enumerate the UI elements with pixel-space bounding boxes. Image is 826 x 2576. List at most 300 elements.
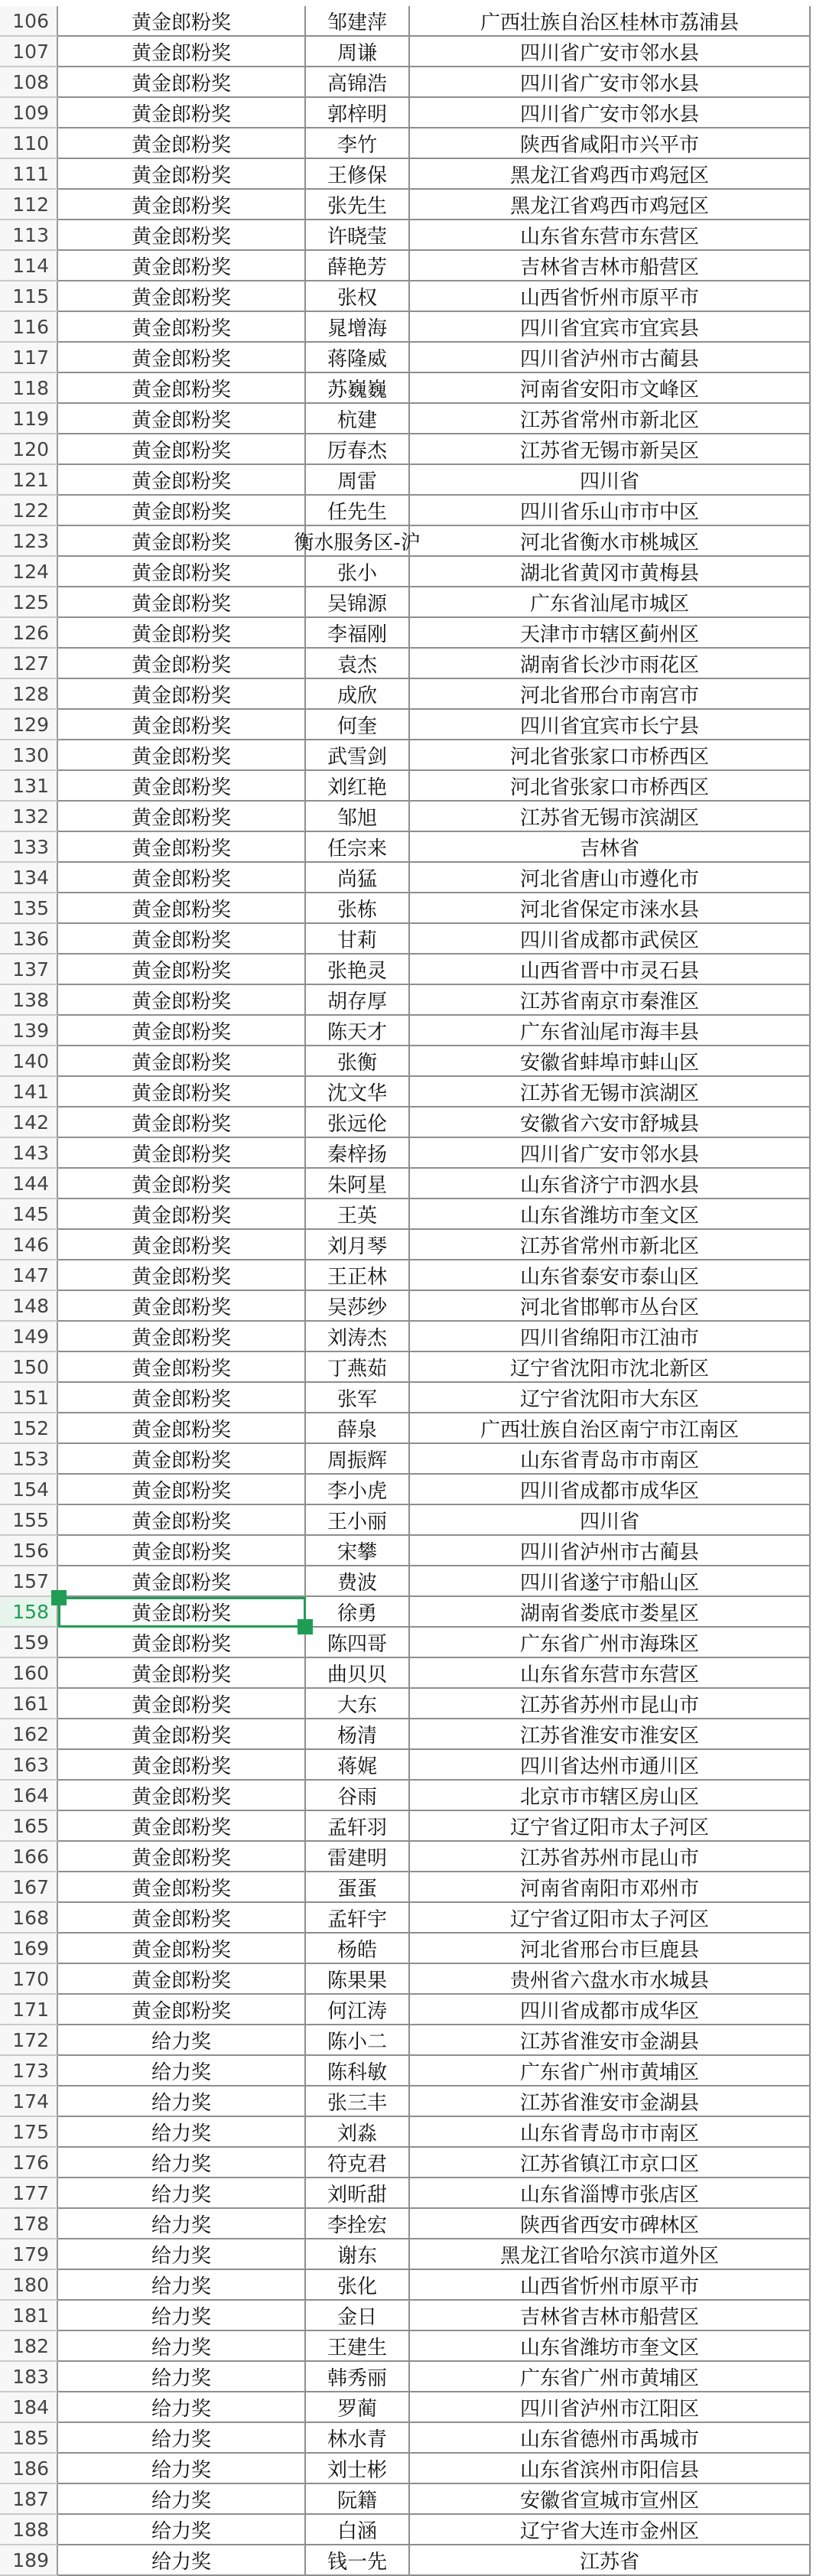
table-row[interactable]	[0, 1413, 826, 1444]
table-row[interactable]	[0, 893, 826, 924]
address-cell[interactable]: 山西省忻州市原平市	[410, 281, 811, 312]
award-cell[interactable]: 黄金郎粉奖	[58, 190, 306, 220]
name-cell[interactable]: 张小	[306, 557, 410, 587]
name-cell[interactable]: 许晓莹	[306, 220, 410, 251]
award-cell[interactable]: 黄金郎粉奖	[58, 1291, 306, 1322]
name-cell[interactable]: 王建生	[306, 2331, 410, 2362]
name-cell[interactable]: 李竹	[306, 128, 410, 159]
name-cell[interactable]: 刘昕甜	[306, 2178, 410, 2209]
row-number-header[interactable]: 173	[0, 2056, 58, 2086]
name-cell[interactable]: 李福刚	[306, 618, 410, 649]
address-cell[interactable]: 四川省成都市武侯区	[410, 924, 811, 955]
address-cell[interactable]: 山东省潍坊市奎文区	[410, 1199, 811, 1230]
name-cell[interactable]: 成欣	[306, 679, 410, 710]
address-cell[interactable]: 江苏省镇江市京口区	[410, 2148, 811, 2178]
row-number-header[interactable]: 154	[0, 1475, 58, 1505]
table-row[interactable]	[0, 2362, 826, 2392]
address-cell[interactable]: 四川省泸州市古蔺县	[410, 343, 811, 373]
name-cell[interactable]: 陈果果	[306, 1964, 410, 1995]
table-row[interactable]	[0, 1719, 826, 1750]
table-row[interactable]	[0, 465, 826, 496]
row-number-header[interactable]: 157	[0, 1566, 58, 1597]
row-number-header[interactable]: 139	[0, 1016, 58, 1046]
address-cell[interactable]: 湖北省黄冈市黄梅县	[410, 557, 811, 587]
row-number-header[interactable]: 165	[0, 1811, 58, 1842]
table-row[interactable]	[0, 557, 826, 587]
row-number-header[interactable]: 124	[0, 557, 58, 587]
row-number-header[interactable]: 132	[0, 802, 58, 832]
row-number-header[interactable]: 134	[0, 863, 58, 893]
address-cell[interactable]: 河南省南阳市邓州市	[410, 1872, 811, 1903]
name-cell[interactable]: 陈天才	[306, 1016, 410, 1046]
row-number-header[interactable]: 171	[0, 1995, 58, 2025]
award-cell[interactable]: 黄金郎粉奖	[58, 955, 306, 985]
row-number-header[interactable]: 175	[0, 2117, 58, 2148]
name-cell[interactable]: 刘月琴	[306, 1230, 410, 1260]
award-cell[interactable]: 黄金郎粉奖	[58, 1934, 306, 1964]
table-row[interactable]	[0, 1842, 826, 1872]
name-cell[interactable]: 周雷	[306, 465, 410, 496]
row-number-header[interactable]: 115	[0, 281, 58, 312]
row-number-header[interactable]: 137	[0, 955, 58, 985]
address-cell[interactable]: 广东省汕尾市城区	[410, 587, 811, 618]
table-row[interactable]	[0, 740, 826, 771]
name-cell[interactable]: 金日	[306, 2301, 410, 2331]
table-row[interactable]	[0, 251, 826, 281]
award-cell[interactable]: 给力奖	[58, 2545, 306, 2576]
award-cell[interactable]: 黄金郎粉奖	[58, 1322, 306, 1352]
award-cell[interactable]: 黄金郎粉奖	[58, 6, 306, 37]
table-row[interactable]	[0, 1750, 826, 1781]
row-number-header[interactable]: 177	[0, 2178, 58, 2209]
table-row[interactable]	[0, 1138, 826, 1169]
table-row[interactable]	[0, 1444, 826, 1475]
award-cell[interactable]: 黄金郎粉奖	[58, 710, 306, 740]
table-row[interactable]	[0, 1964, 826, 1995]
row-number-header[interactable]: 143	[0, 1138, 58, 1169]
name-cell[interactable]: 秦梓扬	[306, 1138, 410, 1169]
award-cell[interactable]: 黄金郎粉奖	[58, 496, 306, 526]
award-cell[interactable]: 给力奖	[58, 2148, 306, 2178]
address-cell[interactable]: 陕西省西安市碑林区	[410, 2209, 811, 2239]
name-cell[interactable]: 张军	[306, 1383, 410, 1413]
award-cell[interactable]: 黄金郎粉奖	[58, 1566, 306, 1597]
award-cell[interactable]: 黄金郎粉奖	[58, 893, 306, 924]
address-cell[interactable]: 河北省张家口市桥西区	[410, 740, 811, 771]
name-cell[interactable]: 蒋娓	[306, 1750, 410, 1781]
award-cell[interactable]: 黄金郎粉奖	[58, 1628, 306, 1658]
award-cell[interactable]: 黄金郎粉奖	[58, 1107, 306, 1138]
address-cell[interactable]: 江苏省淮安市金湖县	[410, 2086, 811, 2117]
address-cell[interactable]: 山东省东营市东营区	[410, 1658, 811, 1689]
row-number-header[interactable]: 108	[0, 67, 58, 98]
award-cell[interactable]: 黄金郎粉奖	[58, 1658, 306, 1689]
award-cell[interactable]: 黄金郎粉奖	[58, 1138, 306, 1169]
address-cell[interactable]: 陕西省咸阳市兴平市	[410, 128, 811, 159]
name-cell[interactable]: 大东	[306, 1689, 410, 1719]
table-row[interactable]	[0, 2117, 826, 2148]
address-cell[interactable]: 四川省广安市邻水县	[410, 67, 811, 98]
row-number-header[interactable]: 161	[0, 1689, 58, 1719]
row-number-header[interactable]: 152	[0, 1413, 58, 1444]
name-cell[interactable]: 宋攀	[306, 1536, 410, 1566]
address-cell[interactable]: 天津市市辖区蓟州区	[410, 618, 811, 649]
table-row[interactable]	[0, 37, 826, 67]
address-cell[interactable]: 山东省泰安市泰山区	[410, 1260, 811, 1291]
row-number-header[interactable]: 186	[0, 2454, 58, 2484]
name-cell[interactable]: 费波	[306, 1566, 410, 1597]
award-cell[interactable]: 黄金郎粉奖	[58, 1505, 306, 1536]
address-cell[interactable]: 山东省德州市禹城市	[410, 2423, 811, 2454]
address-cell[interactable]: 北京市市辖区房山区	[410, 1781, 811, 1811]
name-cell[interactable]: 蒋隆威	[306, 343, 410, 373]
table-row[interactable]	[0, 1107, 826, 1138]
award-cell[interactable]: 黄金郎粉奖	[58, 1444, 306, 1475]
award-cell[interactable]: 黄金郎粉奖	[58, 1811, 306, 1842]
address-cell[interactable]: 江苏省苏州市昆山市	[410, 1689, 811, 1719]
name-cell[interactable]: 刘士彬	[306, 2454, 410, 2484]
award-cell[interactable]: 黄金郎粉奖	[58, 649, 306, 679]
row-number-header[interactable]: 110	[0, 128, 58, 159]
table-row[interactable]	[0, 2454, 826, 2484]
award-cell[interactable]: 黄金郎粉奖	[58, 373, 306, 404]
table-row[interactable]	[0, 1016, 826, 1046]
award-cell[interactable]: 黄金郎粉奖	[58, 1536, 306, 1566]
name-cell[interactable]: 何奎	[306, 710, 410, 740]
row-number-header[interactable]: 163	[0, 1750, 58, 1781]
award-cell[interactable]: 黄金郎粉奖	[58, 1781, 306, 1811]
name-cell[interactable]: 尚猛	[306, 863, 410, 893]
address-cell[interactable]: 山东省淄博市张店区	[410, 2178, 811, 2209]
name-cell[interactable]: 白涵	[306, 2515, 410, 2545]
row-number-header[interactable]: 149	[0, 1322, 58, 1352]
row-number-header[interactable]: 176	[0, 2148, 58, 2178]
row-number-header[interactable]: 120	[0, 434, 58, 465]
address-cell[interactable]: 河北省唐山市遵化市	[410, 863, 811, 893]
row-number-header[interactable]: 136	[0, 924, 58, 955]
address-cell[interactable]: 四川省乐山市市中区	[410, 496, 811, 526]
table-row[interactable]	[0, 159, 826, 190]
row-number-header[interactable]: 172	[0, 2025, 58, 2056]
address-cell[interactable]: 广东省广州市海珠区	[410, 1628, 811, 1658]
row-number-header[interactable]: 155	[0, 1505, 58, 1536]
row-number-header[interactable]: 188	[0, 2515, 58, 2545]
name-cell[interactable]: 罗蔺	[306, 2392, 410, 2423]
table-row[interactable]	[0, 2270, 826, 2301]
name-cell[interactable]: 孟轩羽	[306, 1811, 410, 1842]
row-number-header[interactable]: 169	[0, 1934, 58, 1964]
table-row[interactable]	[0, 2239, 826, 2270]
table-row[interactable]	[0, 2086, 826, 2117]
name-cell[interactable]: 李拴宏	[306, 2209, 410, 2239]
award-cell[interactable]: 黄金郎粉奖	[58, 740, 306, 771]
address-cell[interactable]: 山东省滨州市阳信县	[410, 2454, 811, 2484]
award-cell[interactable]: 黄金郎粉奖	[58, 1352, 306, 1383]
award-cell[interactable]: 黄金郎粉奖	[58, 1903, 306, 1934]
row-number-header[interactable]: 112	[0, 190, 58, 220]
address-cell[interactable]: 江苏省淮安市金湖县	[410, 2025, 811, 2056]
row-number-header[interactable]: 145	[0, 1199, 58, 1230]
name-cell[interactable]: 刘涛杰	[306, 1322, 410, 1352]
table-row[interactable]	[0, 1322, 826, 1352]
row-number-header[interactable]: 141	[0, 1077, 58, 1107]
award-cell[interactable]: 给力奖	[58, 2178, 306, 2209]
table-row[interactable]	[0, 1689, 826, 1719]
name-cell[interactable]: 邹建萍	[306, 6, 410, 37]
table-row[interactable]	[0, 2545, 826, 2576]
table-row[interactable]	[0, 710, 826, 740]
row-number-header[interactable]: 168	[0, 1903, 58, 1934]
address-cell[interactable]: 贵州省六盘水市水城县	[410, 1964, 811, 1995]
address-cell[interactable]: 江苏省南京市秦淮区	[410, 985, 811, 1016]
name-cell[interactable]: 蛋蛋	[306, 1872, 410, 1903]
award-cell[interactable]: 黄金郎粉奖	[58, 1199, 306, 1230]
row-number-header[interactable]: 125	[0, 587, 58, 618]
address-cell[interactable]: 河北省邢台市巨鹿县	[410, 1934, 811, 1964]
row-number-header[interactable]: 119	[0, 404, 58, 434]
address-cell[interactable]: 四川省	[410, 1505, 811, 1536]
address-cell[interactable]: 山东省青岛市市南区	[410, 2117, 811, 2148]
award-cell[interactable]: 黄金郎粉奖	[58, 985, 306, 1016]
name-cell[interactable]: 谷雨	[306, 1781, 410, 1811]
table-row[interactable]	[0, 2056, 826, 2086]
address-cell[interactable]: 四川省达州市通川区	[410, 1750, 811, 1781]
table-row[interactable]	[0, 312, 826, 343]
award-cell[interactable]: 黄金郎粉奖	[58, 679, 306, 710]
name-cell[interactable]: 沈文华	[306, 1077, 410, 1107]
table-row[interactable]	[0, 618, 826, 649]
table-row[interactable]	[0, 1566, 826, 1597]
award-cell[interactable]: 给力奖	[58, 2362, 306, 2392]
award-cell[interactable]: 黄金郎粉奖	[58, 465, 306, 496]
table-row[interactable]	[0, 1260, 826, 1291]
row-number-header[interactable]: 126	[0, 618, 58, 649]
row-number-header[interactable]: 127	[0, 649, 58, 679]
name-cell[interactable]: 刘淼	[306, 2117, 410, 2148]
address-cell[interactable]: 四川省广安市邻水县	[410, 98, 811, 128]
row-number-header[interactable]: 118	[0, 373, 58, 404]
name-cell[interactable]: 薛艳芳	[306, 251, 410, 281]
table-row[interactable]	[0, 2209, 826, 2239]
table-row[interactable]	[0, 1781, 826, 1811]
table-row[interactable]	[0, 1628, 826, 1658]
row-number-header[interactable]: 144	[0, 1169, 58, 1199]
award-cell[interactable]: 给力奖	[58, 2056, 306, 2086]
address-cell[interactable]: 江苏省苏州市昆山市	[410, 1842, 811, 1872]
table-row[interactable]	[0, 1046, 826, 1077]
row-number-header[interactable]: 109	[0, 98, 58, 128]
row-number-header[interactable]: 167	[0, 1872, 58, 1903]
table-row[interactable]	[0, 1995, 826, 2025]
address-cell[interactable]: 辽宁省大连市金州区	[410, 2515, 811, 2545]
table-row[interactable]	[0, 1475, 826, 1505]
award-cell[interactable]: 黄金郎粉奖	[58, 1230, 306, 1260]
address-cell[interactable]: 四川省宜宾市长宁县	[410, 710, 811, 740]
table-row[interactable]	[0, 955, 826, 985]
row-number-header[interactable]: 128	[0, 679, 58, 710]
award-cell[interactable]: 黄金郎粉奖	[58, 1016, 306, 1046]
name-cell[interactable]: 高锦浩	[306, 67, 410, 98]
name-cell[interactable]: 晁增海	[306, 312, 410, 343]
address-cell[interactable]: 辽宁省辽阳市太子河区	[410, 1811, 811, 1842]
address-cell[interactable]: 广西壮族自治区南宁市江南区	[410, 1413, 811, 1444]
address-cell[interactable]: 黑龙江省鸡西市鸡冠区	[410, 159, 811, 190]
name-cell[interactable]: 张栋	[306, 893, 410, 924]
table-row[interactable]	[0, 1903, 826, 1934]
award-cell[interactable]: 黄金郎粉奖	[58, 1260, 306, 1291]
award-cell[interactable]: 给力奖	[58, 2086, 306, 2117]
address-cell[interactable]: 河北省保定市涞水县	[410, 893, 811, 924]
row-number-header[interactable]: 178	[0, 2209, 58, 2239]
name-cell[interactable]: 符克君	[306, 2148, 410, 2178]
award-cell[interactable]: 黄金郎粉奖	[58, 924, 306, 955]
table-row[interactable]	[0, 1811, 826, 1842]
name-cell[interactable]: 王英	[306, 1199, 410, 1230]
address-cell[interactable]: 江苏省	[410, 2545, 811, 2576]
award-cell[interactable]: 黄金郎粉奖	[58, 1995, 306, 2025]
address-cell[interactable]: 辽宁省沈阳市大东区	[410, 1383, 811, 1413]
row-number-header[interactable]: 181	[0, 2301, 58, 2331]
table-row[interactable]	[0, 2301, 826, 2331]
row-number-header[interactable]: 130	[0, 740, 58, 771]
table-row[interactable]	[0, 128, 826, 159]
award-cell[interactable]: 给力奖	[58, 2515, 306, 2545]
address-cell[interactable]: 广东省广州市黄埔区	[410, 2056, 811, 2086]
table-row[interactable]	[0, 373, 826, 404]
table-row[interactable]	[0, 679, 826, 710]
award-cell[interactable]: 黄金郎粉奖	[58, 1169, 306, 1199]
row-number-header[interactable]: 184	[0, 2392, 58, 2423]
name-cell[interactable]: 阮籍	[306, 2484, 410, 2515]
row-number-header[interactable]: 187	[0, 2484, 58, 2515]
row-number-header[interactable]: 106	[0, 6, 58, 37]
row-number-header[interactable]: 131	[0, 771, 58, 802]
name-cell[interactable]: 谢东	[306, 2239, 410, 2270]
table-row[interactable]	[0, 1536, 826, 1566]
address-cell[interactable]: 山东省潍坊市奎文区	[410, 2331, 811, 2362]
award-cell[interactable]: 给力奖	[58, 2484, 306, 2515]
table-row[interactable]	[0, 587, 826, 618]
row-number-header[interactable]: 146	[0, 1230, 58, 1260]
name-cell[interactable]: 张远伦	[306, 1107, 410, 1138]
table-row[interactable]	[0, 220, 826, 251]
row-number-header[interactable]: 170	[0, 1964, 58, 1995]
name-cell[interactable]: 邹旭	[306, 802, 410, 832]
address-cell[interactable]: 吉林省吉林市船营区	[410, 2301, 811, 2331]
award-cell[interactable]: 黄金郎粉奖	[58, 434, 306, 465]
name-cell[interactable]: 周振辉	[306, 1444, 410, 1475]
address-cell[interactable]: 河北省邯郸市丛台区	[410, 1291, 811, 1322]
award-cell[interactable]: 给力奖	[58, 2270, 306, 2301]
address-cell[interactable]: 江苏省常州市新北区	[410, 404, 811, 434]
row-number-header[interactable]: 111	[0, 159, 58, 190]
award-cell[interactable]: 给力奖	[58, 2239, 306, 2270]
award-cell[interactable]: 黄金郎粉奖	[58, 1689, 306, 1719]
table-row[interactable]	[0, 98, 826, 128]
name-cell[interactable]: 苏巍巍	[306, 373, 410, 404]
table-row[interactable]	[0, 434, 826, 465]
address-cell[interactable]: 山东省济宁市泗水县	[410, 1169, 811, 1199]
row-number-header[interactable]: 151	[0, 1383, 58, 1413]
table-row[interactable]	[0, 404, 826, 434]
table-row[interactable]	[0, 496, 826, 526]
row-number-header[interactable]: 138	[0, 985, 58, 1016]
award-cell[interactable]: 黄金郎粉奖	[58, 618, 306, 649]
address-cell[interactable]: 江苏省常州市新北区	[410, 1230, 811, 1260]
address-cell[interactable]: 江苏省无锡市新吴区	[410, 434, 811, 465]
name-cell[interactable]: 王小丽	[306, 1505, 410, 1536]
name-cell[interactable]: 甘莉	[306, 924, 410, 955]
table-row[interactable]	[0, 1597, 826, 1628]
award-cell[interactable]: 黄金郎粉奖	[58, 343, 306, 373]
name-cell[interactable]: 张权	[306, 281, 410, 312]
award-cell[interactable]: 黄金郎粉奖	[58, 128, 306, 159]
address-cell[interactable]: 广西壮族自治区桂林市荔浦县	[410, 6, 811, 37]
table-row[interactable]	[0, 190, 826, 220]
award-cell[interactable]: 黄金郎粉奖	[58, 312, 306, 343]
name-cell[interactable]: 张衡	[306, 1046, 410, 1077]
row-number-header[interactable]: 158	[0, 1597, 58, 1628]
name-cell[interactable]: 曲贝贝	[306, 1658, 410, 1689]
name-cell[interactable]: 胡存厚	[306, 985, 410, 1016]
address-cell[interactable]: 广东省汕尾市海丰县	[410, 1016, 811, 1046]
name-cell[interactable]: 袁杰	[306, 649, 410, 679]
address-cell[interactable]: 四川省广安市邻水县	[410, 1138, 811, 1169]
name-cell[interactable]: 韩秀丽	[306, 2362, 410, 2392]
address-cell[interactable]: 安徽省蚌埠市蚌山区	[410, 1046, 811, 1077]
table-row[interactable]	[0, 1199, 826, 1230]
table-row[interactable]	[0, 863, 826, 893]
name-cell[interactable]: 张先生	[306, 190, 410, 220]
row-number-header[interactable]: 107	[0, 37, 58, 67]
name-cell[interactable]: 张三丰	[306, 2086, 410, 2117]
name-cell[interactable]: 朱阿星	[306, 1169, 410, 1199]
award-cell[interactable]: 黄金郎粉奖	[58, 802, 306, 832]
award-cell[interactable]: 黄金郎粉奖	[58, 1872, 306, 1903]
row-number-header[interactable]: 140	[0, 1046, 58, 1077]
row-number-header[interactable]: 189	[0, 2545, 58, 2576]
name-cell[interactable]: 王修保	[306, 159, 410, 190]
address-cell[interactable]: 河北省张家口市桥西区	[410, 771, 811, 802]
award-cell[interactable]: 黄金郎粉奖	[58, 557, 306, 587]
row-number-header[interactable]: 156	[0, 1536, 58, 1566]
row-number-header[interactable]: 185	[0, 2423, 58, 2454]
award-cell[interactable]: 给力奖	[58, 2392, 306, 2423]
table-row[interactable]	[0, 1169, 826, 1199]
address-cell[interactable]: 安徽省六安市舒城县	[410, 1107, 811, 1138]
award-cell[interactable]: 黄金郎粉奖	[58, 1842, 306, 1872]
row-number-header[interactable]: 159	[0, 1628, 58, 1658]
award-cell[interactable]: 黄金郎粉奖	[58, 281, 306, 312]
table-row[interactable]	[0, 2025, 826, 2056]
address-cell[interactable]: 河北省衡水市桃城区	[410, 526, 811, 557]
table-row[interactable]	[0, 924, 826, 955]
row-number-header[interactable]: 160	[0, 1658, 58, 1689]
award-cell[interactable]: 黄金郎粉奖	[58, 771, 306, 802]
name-cell[interactable]: 郭梓明	[306, 98, 410, 128]
row-number-header[interactable]: 166	[0, 1842, 58, 1872]
table-row[interactable]	[0, 67, 826, 98]
name-cell[interactable]: 任先生	[306, 496, 410, 526]
table-row[interactable]	[0, 1352, 826, 1383]
address-cell[interactable]: 四川省	[410, 465, 811, 496]
name-cell[interactable]: 吴锦源	[306, 587, 410, 618]
name-cell[interactable]: 任宗来	[306, 832, 410, 863]
name-cell[interactable]: 徐勇	[306, 1597, 410, 1628]
name-cell[interactable]: 王正林	[306, 1260, 410, 1291]
table-row[interactable]	[0, 1658, 826, 1689]
award-cell[interactable]: 给力奖	[58, 2209, 306, 2239]
